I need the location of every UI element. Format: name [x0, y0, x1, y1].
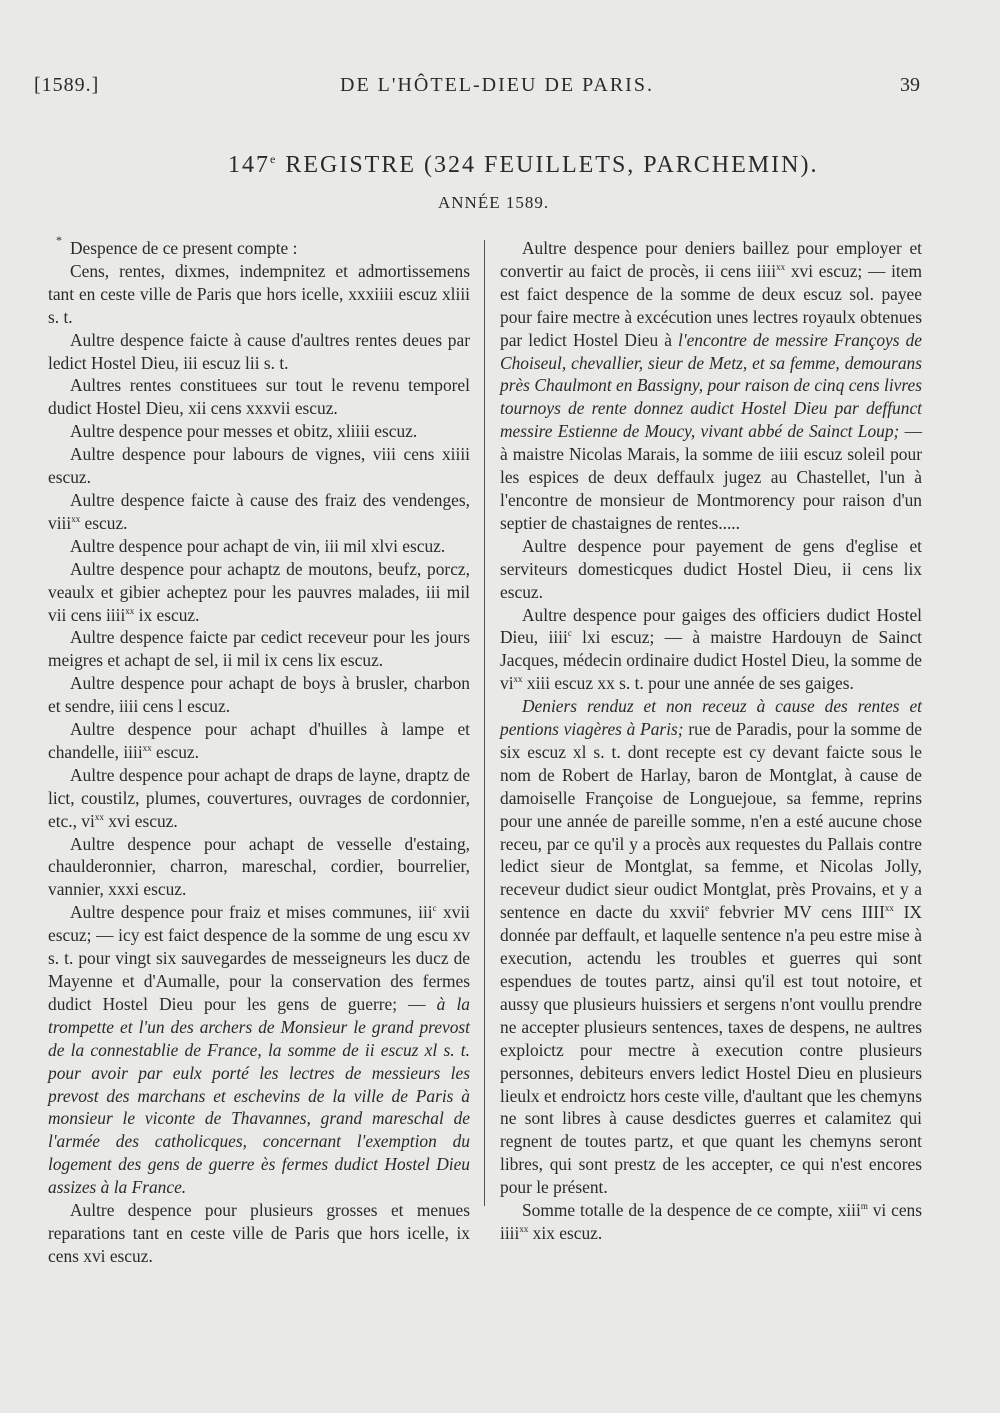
paragraph-text: xiii escuz xx s. t. pour une année de ses gaiges. — [522, 673, 854, 694]
paragraph-text: Aultre despence pour payement de gens d'eglise et serviteurs domesticques dudict Hostel Dieu, ii cens lix escuz. — [500, 535, 922, 602]
header-year: [1589.] — [34, 74, 100, 96]
superscript: xx — [71, 514, 81, 525]
column-divider — [484, 240, 485, 1206]
superscript: e — [705, 903, 710, 914]
paragraph-text: xvi escuz. — [103, 810, 178, 831]
paragraph-text: escuz. — [80, 512, 128, 533]
running-title: DE L'HÔTEL-DIEU DE PARIS. — [340, 74, 654, 96]
paragraph — [48, 672, 470, 718]
paragraph-text: Aultre despence pour labours de vignes, viii cens xiiii escuz. — [48, 444, 470, 488]
paragraph-text: Aultre despence faicte à cause d'aultres rentes deues par ledict Hostel Dieu, iii escuz lii s. t. — [48, 329, 470, 373]
paragraph-text: Aultre despence pour fraiz et mises communes, iii — [70, 902, 433, 923]
paragraph — [48, 626, 470, 672]
superscript: xx — [884, 903, 894, 914]
paragraph-text: Aultre despence pour gaiges des officiers dudict Hostel Dieu, iiii — [500, 604, 922, 648]
paragraph-text: Aultre despence faicte par cedict receveur pour les jours meigres et achapt de sel, ii mil ix cens lix escuz. — [48, 627, 470, 671]
register-year: ANNÉE 1589. — [438, 193, 550, 212]
paragraph-text: Aultre despence pour messes et obitz, xliiii escuz. — [70, 421, 418, 442]
superscript: xx — [776, 262, 786, 273]
register-number: 147 — [228, 152, 270, 178]
paragraph — [48, 901, 470, 1199]
paragraph — [500, 1199, 922, 1245]
paragraph — [48, 374, 470, 420]
footnote-star-icon: * — [56, 233, 62, 247]
italic-text: à la trompette et l'un des archers de Monsieur le grand prevost de la connestablie de France, la somme de ii escuz xl s. t. pour avoir par eulx porté les lectres de messieurs les prevost des marchans et eschevins de la ville de Paris à monsieur le viconte de Thavannes, grand mareschal de l'armée des catholicques, concernant l'exemption du logement des gens de guerre ès fermes dudict Hostel Dieu assizes à la France. — [48, 993, 470, 1198]
paragraph-text: vi cens iiii — [500, 1200, 923, 1243]
superscript: xx — [125, 605, 135, 616]
left-column — [48, 237, 470, 1268]
paragraph-text: Aultre despence pour plusieurs grosses et menues reparations tant en ceste ville de Paris que hors icelle, ix cens xvi escuz. — [48, 1200, 470, 1266]
paragraph-text: Aultre despence pour achaptz de moutons, beufz, porcz, veaulx et gibier acheptez pour les pauvres malades, iii mil vii cens iiii — [48, 558, 470, 625]
paragraph-text: escuz. — [151, 741, 199, 762]
paragraph — [48, 489, 470, 535]
paragraph — [48, 558, 470, 627]
superscript: m — [860, 1201, 868, 1212]
superscript: xx — [94, 811, 104, 822]
paragraph-text: xvi escuz; — item est faict despence de la somme de deux escuz sol. payee pour faire mectre à excécution unes lectres royaulx obtenues par ledict Hostel Dieu à — [500, 260, 922, 350]
paragraph-text: ix escuz. — [134, 604, 200, 625]
superscript: xx — [142, 743, 152, 754]
paragraph — [48, 535, 470, 558]
paragraph — [500, 695, 922, 1199]
paragraph — [500, 604, 922, 696]
paragraph — [500, 535, 922, 604]
page-number: 39 — [900, 74, 920, 96]
right-column — [500, 237, 922, 1245]
paragraph — [48, 1199, 470, 1268]
paragraph — [48, 237, 470, 260]
paragraph-text: Aultre despence pour achapt de vin, iii mil xlvi escuz. — [70, 535, 446, 556]
italic-text: l'encontre de messire Françoys de Choiseul, chevallier, sieur de Metz, et sa femme, demourans près Chaulmont en Bassigny, pour raison de cinq cens livres tournoys de rente donnez audict Hostel Dieu par deffunct messire Estienne de Moucy, vivant abbé de Sainct Loup; — [500, 329, 922, 442]
paragraph — [500, 237, 922, 535]
paragraph-text: febvrier MV cens IIII — [709, 902, 885, 923]
paragraph-text: Somme totalle de la despence de ce compte, xiii — [522, 1200, 861, 1221]
paragraph-text: Aultres rentes constituees sur tout le revenu temporel dudict Hostel Dieu, xii cens xxxvii escuz. — [48, 375, 470, 419]
paragraph-text: IX donnée par deffault, et laquelle sentence n'a peu estre mise à execution, actendu les troubles et guerres qui sont espendues de toutes partz, ainsi qu'il est tout notoire, et aussy que plusieurs huissiers et sergens n'ont voullu prendre ne accepter plusieurs sentences, taxes de despens, ne aultres exploictz pour mectre à execution contre plusieurs personnes, debiteurs envers ledict Hostel Dieu en plusieurs lieulx et endroictz hors ceste ville, d'aultant que les chemyns ne sont libres à cause desdictes guerres et calamitez qui regnent de toutes partz, et que quant les chemyns seront libres, qui sont prestz de les accepter, ce qui n'est encores pour le présent. — [500, 902, 922, 1198]
paragraph-text: Aultre despence pour achapt de boys à brusler, charbon et sendre, iiii cens l escuz. — [48, 673, 470, 717]
paragraph-text: xix escuz. — [528, 1222, 603, 1243]
paragraph-text: Aultre despence pour achapt d'huilles à lampe et chandelle, iiii — [48, 719, 470, 762]
superscript: c — [432, 903, 437, 914]
paragraph — [48, 764, 470, 833]
paragraph-text: Despence de ce present compte : — [70, 238, 298, 258]
paragraph-text: xvii escuz; — icy est faict despence de la somme de ung escu xv s. t. pour vingt six sauvegardes de messeigneurs les ducz de Mayenne et d'Aumalle, pour la conservation des fermes dudict Hostel Dieu pour les gens de guerre; — — [48, 902, 471, 1014]
superscript: xx — [513, 674, 523, 685]
register-number-sup: e — [270, 152, 278, 166]
paragraph — [48, 833, 470, 902]
paragraph — [48, 718, 470, 764]
paragraph-text: Aultre despence pour achapt de draps de layne, draptz de lict, coustilz, plumes, couvertures, ouvrages de cordonnier, etc., vi — [48, 764, 470, 831]
superscript: xx — [519, 1224, 529, 1235]
paragraph-text: Aultre despence faicte à cause des fraiz des vendenges, viii — [48, 489, 470, 533]
paragraph — [48, 329, 470, 375]
paragraph — [48, 420, 470, 443]
paragraph-text: Aultre despence pour deniers baillez pour employer et convertir au faict de procès, ii cens iiii — [500, 238, 922, 281]
italic-text: Deniers renduz et non receuz à cause des rentes et pentions viagères à Paris; — [500, 696, 922, 740]
paragraph — [48, 443, 470, 489]
register-title — [228, 152, 818, 179]
paragraph-text: rue de Paradis, pour la somme de six escuz xl s. t. dont recepte est cy devant faicte sous le nom de Robert de Harlay, baron de Montglat, à cause de damoiselle Françoise de Longuejoue, sa femme, reprins pour une année de pareille somme, n'en a esté aucune chose receu, par ce qu'il y a procès aux requestes du Pallais contre ledict sieur de Montglat, sa femme, et Nicolas Jolly, receveur dudict sieur oudict Montglat, près Provains, et y a sentence en dacte du xxvii — [500, 719, 922, 923]
paragraph-text: lxi escuz; — à maistre Hardouyn de Sainct Jacques, médecin ordinaire dudict Hostel Dieu, la somme de vi — [500, 627, 922, 694]
paragraph-text: Aultre despence pour achapt de vesselle d'estaing, chaulderonnier, charron, mareschal, cordier, bourrelier, vannier, xxxi escuz. — [48, 833, 470, 900]
superscript: c — [567, 628, 572, 639]
paragraph — [48, 260, 470, 329]
paragraph-text: — à maistre Nicolas Marais, la somme de iiii escuz soleil pour les espices de deux deffaulx jugez au Chastellet, l'un à l'encontre de monsieur de Montmorency pour raison d'un septier de chastaignes de rentes..... — [500, 421, 922, 533]
register-title-text: REGISTRE (324 FEUILLETS, PARCHEMIN). — [285, 152, 819, 178]
paragraph-text: Cens, rentes, dixmes, indempnitez et admortissemens tant en ceste ville de Paris que hors icelle, xxxiiii escuz xliii s. t. — [48, 260, 470, 327]
